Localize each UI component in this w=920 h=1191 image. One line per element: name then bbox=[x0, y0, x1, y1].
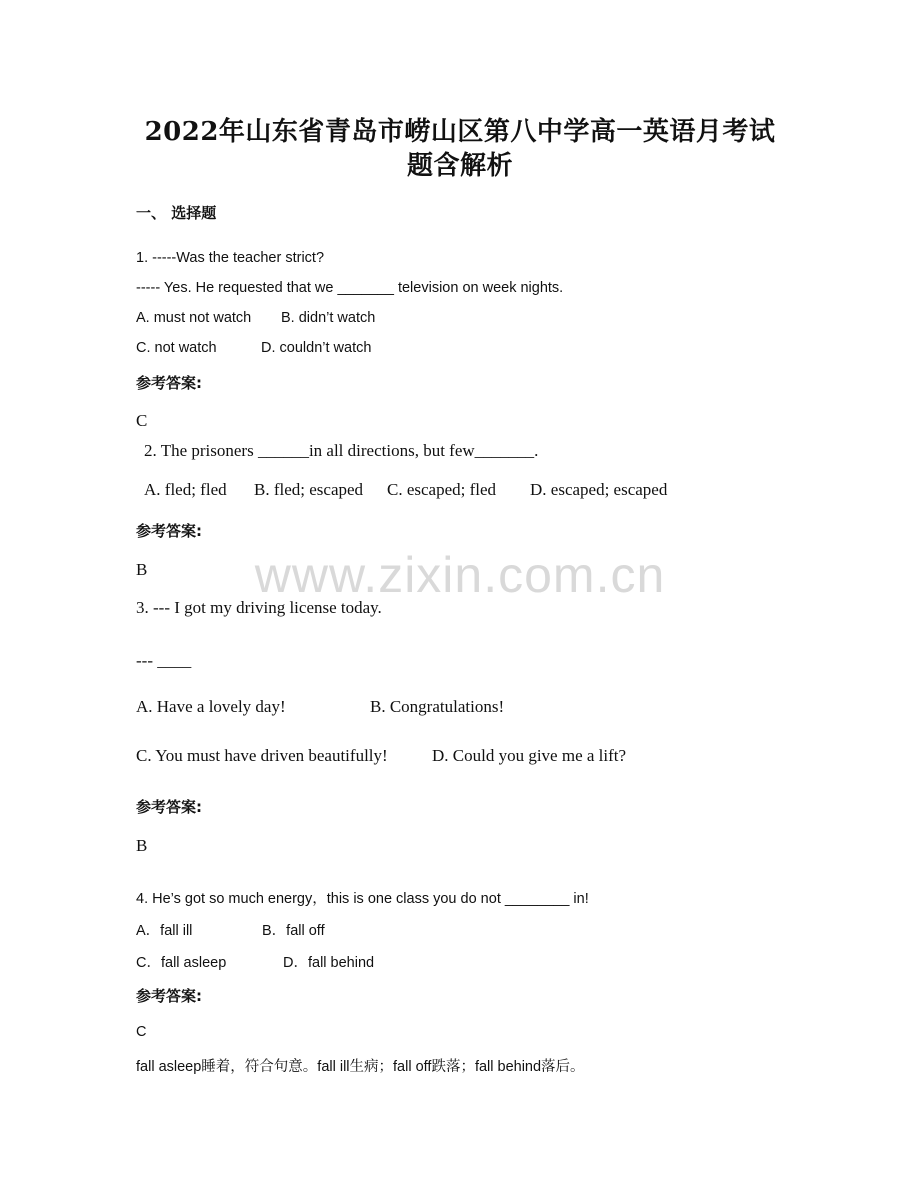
q1-line2: ----- Yes. He requested that we _______ television on week nights. bbox=[136, 280, 564, 296]
q2-option-b: B. fled; escaped bbox=[254, 480, 364, 499]
q4-explanation: fall asleep睡着，符合句意。fall ill生病；fall off跌落；fall behind落后。 bbox=[136, 1059, 585, 1075]
q3-stem: 3. --- I got my driving license today. bbox=[136, 598, 382, 617]
q2-option-c: C. escaped; fled bbox=[387, 480, 497, 499]
section-heading: 一、 选择题 bbox=[136, 204, 217, 222]
q2-option-a: A. fled; fled bbox=[144, 480, 227, 499]
q4-option-d: D．fall behind bbox=[283, 955, 375, 971]
q3-option-c: C. You must have driven beautifully! bbox=[136, 746, 388, 765]
q4-stem: 4. He’s got so much energy，this is one class you do not ________ in! bbox=[136, 891, 589, 907]
q2-stem: 2. The prisoners ______in all directions, but few_______. bbox=[144, 441, 539, 460]
q1-option-a: A. must not watch bbox=[136, 310, 252, 326]
watermark: www.zixin.com.cn bbox=[254, 547, 666, 603]
q2-answer-label: 参考答案: bbox=[136, 522, 202, 540]
q4-answer: C bbox=[136, 1024, 147, 1040]
q3-answer: B bbox=[136, 836, 148, 855]
q3-answer-label: 参考答案: bbox=[136, 798, 202, 816]
q1-option-b: B. didn’t watch bbox=[281, 310, 376, 326]
q3-line2: --- ____ bbox=[136, 651, 192, 670]
document-title-line-1: 2022年山东省青岛市崂山区第八中学高一英语月考试 bbox=[144, 117, 776, 147]
q1-stem: 1. -----Was the teacher strict? bbox=[136, 250, 325, 266]
q3-option-a: A. Have a lovely day! bbox=[136, 697, 286, 716]
q1-answer: C bbox=[136, 411, 148, 430]
q1-option-d: D. couldn’t watch bbox=[261, 340, 372, 356]
q4-option-c: C．fall asleep bbox=[136, 955, 227, 971]
q2-answer: B bbox=[136, 560, 148, 579]
q2-option-d: D. escaped; escaped bbox=[530, 480, 668, 499]
q1-answer-label: 参考答案: bbox=[136, 374, 202, 392]
q4-option-b: B．fall off bbox=[262, 923, 325, 939]
q1-option-c: C. not watch bbox=[136, 340, 217, 356]
document-title-line-2: 题含解析 bbox=[406, 151, 513, 181]
q3-option-b: B. Congratulations! bbox=[370, 697, 505, 716]
q3-option-d: D. Could you give me a lift? bbox=[432, 746, 627, 765]
q4-answer-label: 参考答案: bbox=[136, 987, 202, 1005]
q4-option-a: A．fall ill bbox=[136, 923, 193, 939]
